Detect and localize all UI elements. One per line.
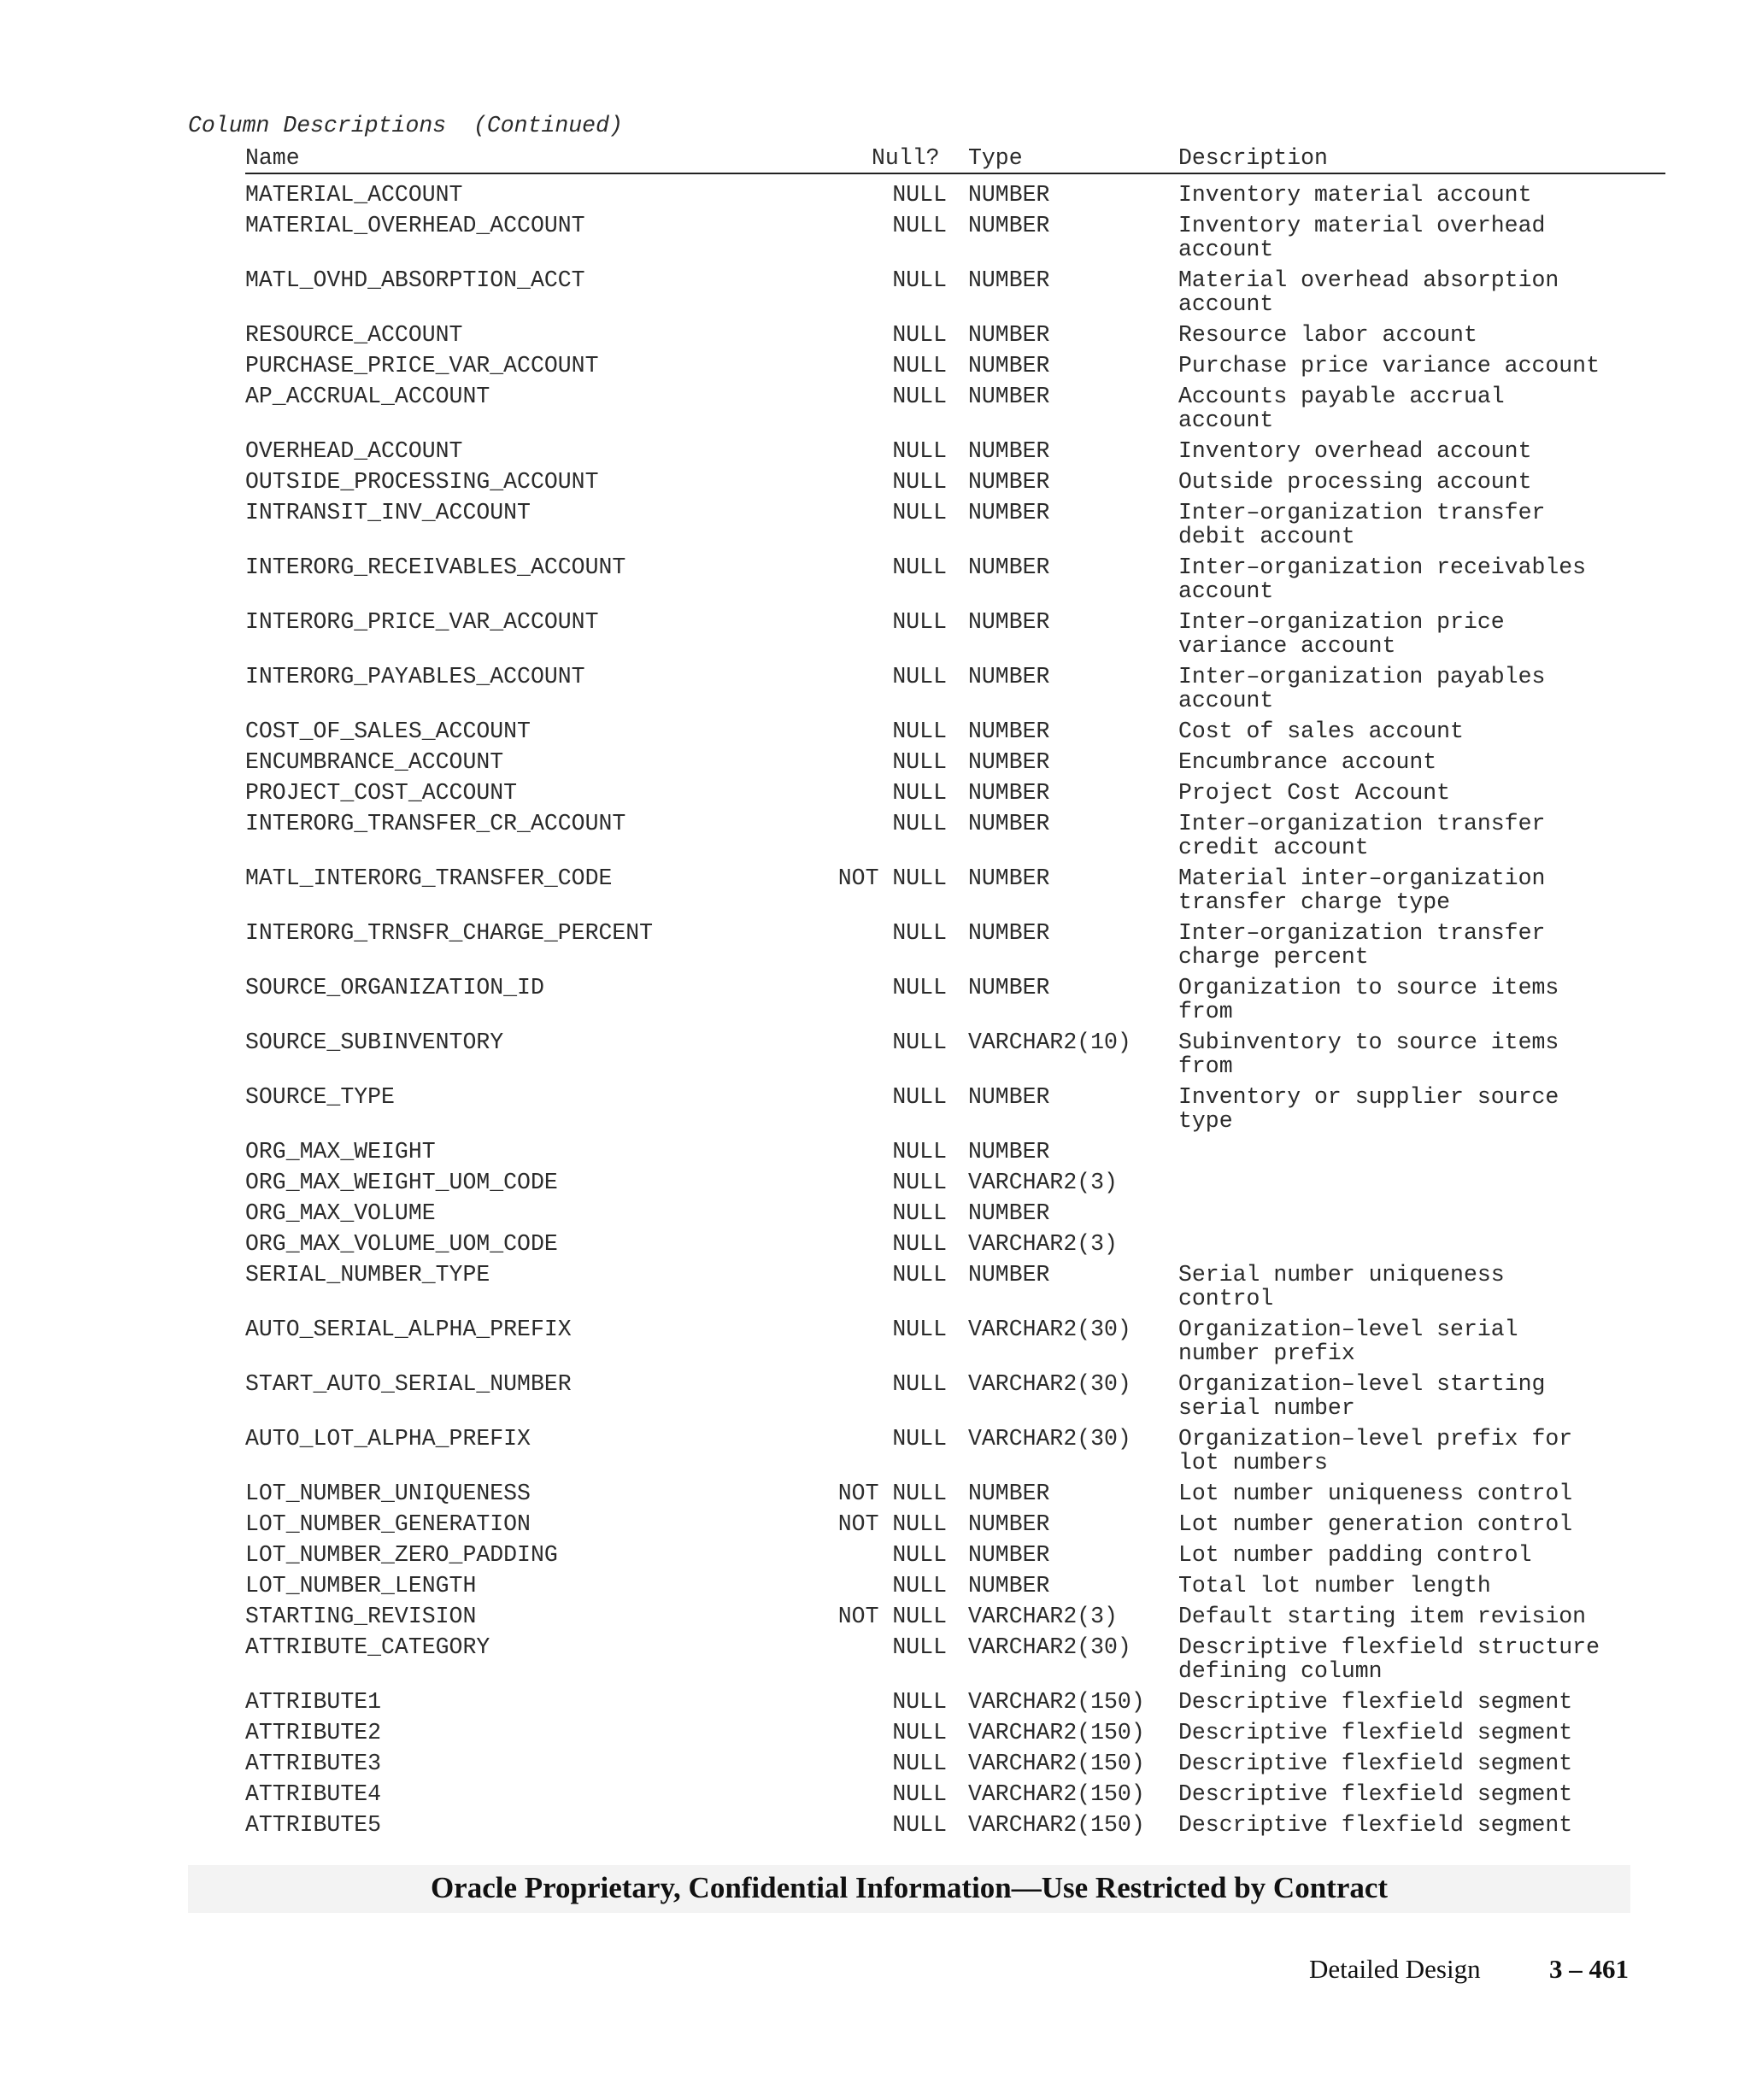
column-type: NUMBER (968, 469, 1050, 495)
column-null: NULL (892, 1634, 947, 1660)
table-row (0, 323, 1750, 354)
column-type: NUMBER (968, 865, 1050, 891)
column-null: NULL (892, 780, 947, 806)
column-description: Encumbrance account (1178, 749, 1437, 775)
table-row (0, 750, 1750, 781)
column-description: Inventory or supplier source type (1178, 1084, 1559, 1134)
column-description: Descriptive flexfield segment (1178, 1781, 1573, 1807)
table-row (0, 1690, 1750, 1721)
table-row (0, 354, 1750, 384)
column-description: Purchase price variance account (1178, 353, 1600, 378)
column-type: NUMBER (968, 1542, 1050, 1568)
column-type: NUMBER (968, 609, 1050, 635)
table-row (0, 555, 1750, 610)
table-header (245, 145, 1665, 174)
column-type: VARCHAR2(150) (968, 1751, 1145, 1776)
column-name: INTERORG_TRNSFR_CHARGE_PERCENT (245, 920, 654, 946)
column-type: NUMBER (968, 1481, 1050, 1506)
table-row (0, 1481, 1750, 1512)
column-null: NULL (892, 1426, 947, 1452)
column-null: NULL (892, 1084, 947, 1110)
column-type: NUMBER (968, 664, 1050, 689)
table-row (0, 1140, 1750, 1170)
column-type: NUMBER (968, 1511, 1050, 1537)
column-description: Resource labor account (1178, 322, 1477, 348)
table-row (0, 470, 1750, 501)
table-row (0, 1372, 1750, 1427)
column-null: NULL (892, 1170, 947, 1195)
column-type: VARCHAR2(150) (968, 1689, 1145, 1715)
table-row (0, 183, 1750, 214)
table-row (0, 1543, 1750, 1574)
column-type: NUMBER (968, 1262, 1050, 1288)
column-type: VARCHAR2(3) (968, 1231, 1118, 1257)
table-row (0, 781, 1750, 812)
page-number: 3 – 461 (1549, 1954, 1629, 1984)
column-name: PROJECT_COST_ACCOUNT (245, 780, 518, 806)
column-type: NUMBER (968, 1084, 1050, 1110)
column-name: SERIAL_NUMBER_TYPE (245, 1262, 490, 1288)
column-description: Material inter–organization transfer charge type (1178, 865, 1546, 915)
table-row (0, 719, 1750, 750)
column-type: VARCHAR2(150) (968, 1781, 1145, 1807)
column-name: AUTO_LOT_ALPHA_PREFIX (245, 1426, 531, 1452)
column-null: NULL (892, 384, 947, 409)
table-row (0, 665, 1750, 719)
column-type: NUMBER (968, 780, 1050, 806)
column-name: OVERHEAD_ACCOUNT (245, 438, 463, 464)
column-description: Lot number padding control (1178, 1542, 1532, 1568)
column-type: NUMBER (968, 554, 1050, 580)
column-null: NULL (892, 500, 947, 525)
column-null: NULL (892, 975, 947, 1000)
column-description: Lot number generation control (1178, 1511, 1573, 1537)
column-description: Inventory material account (1178, 182, 1532, 208)
column-null: NULL (892, 1317, 947, 1342)
column-null: NULL (892, 719, 947, 744)
column-description: Lot number uniqueness control (1178, 1481, 1573, 1506)
table-row (0, 921, 1750, 976)
column-name: ORG_MAX_WEIGHT_UOM_CODE (245, 1170, 558, 1195)
column-description: Inventory material overhead account (1178, 213, 1546, 262)
column-type: VARCHAR2(30) (968, 1426, 1131, 1452)
column-null: NULL (892, 554, 947, 580)
column-name: ATTRIBUTE_CATEGORY (245, 1634, 490, 1660)
header-description: Description (1178, 145, 1328, 171)
column-name: ATTRIBUTE3 (245, 1751, 382, 1776)
table-row (0, 1232, 1750, 1263)
column-type: NUMBER (968, 322, 1050, 348)
table-row (0, 812, 1750, 866)
column-description: Subinventory to source items from (1178, 1029, 1559, 1079)
table-row (0, 1604, 1750, 1635)
column-description: Inter–organization transfer charge percent (1178, 920, 1546, 970)
column-null: NULL (892, 749, 947, 775)
column-null: NULL (892, 609, 947, 635)
table-row (0, 1263, 1750, 1317)
column-type: NUMBER (968, 719, 1050, 744)
column-type: VARCHAR2(30) (968, 1317, 1131, 1342)
column-name: SOURCE_TYPE (245, 1084, 395, 1110)
header-type: Type (968, 145, 1023, 171)
column-description: Descriptive flexfield segment (1178, 1812, 1573, 1838)
column-name: LOT_NUMBER_ZERO_PADDING (245, 1542, 558, 1568)
column-name: SOURCE_SUBINVENTORY (245, 1029, 504, 1055)
column-name: MATERIAL_OVERHEAD_ACCOUNT (245, 213, 585, 238)
table-row (0, 214, 1750, 268)
column-null: NULL (892, 322, 947, 348)
column-type: VARCHAR2(3) (968, 1604, 1118, 1629)
column-description: Total lot number length (1178, 1573, 1491, 1598)
column-type: NUMBER (968, 1573, 1050, 1598)
column-null: NULL (892, 353, 947, 378)
table-row (0, 501, 1750, 555)
section-title: Column Descriptions (Continued) (188, 113, 623, 138)
table-row (0, 1085, 1750, 1140)
table-row (0, 1574, 1750, 1604)
column-type: VARCHAR2(3) (968, 1170, 1118, 1195)
column-null: NULL (892, 1371, 947, 1397)
column-description: Accounts payable accrual account (1178, 384, 1505, 433)
column-type: NUMBER (968, 267, 1050, 293)
column-null: NULL (892, 664, 947, 689)
column-name: ENCUMBRANCE_ACCOUNT (245, 749, 504, 775)
column-name: STARTING_REVISION (245, 1604, 477, 1629)
column-name: LOT_NUMBER_LENGTH (245, 1573, 477, 1598)
section-label: Detailed Design (1309, 1954, 1481, 1984)
column-type: NUMBER (968, 213, 1050, 238)
table-row (0, 1751, 1750, 1782)
column-description: Organization–level starting serial number (1178, 1371, 1546, 1421)
column-description: Inter–organization transfer debit account (1178, 500, 1546, 549)
table-row (0, 610, 1750, 665)
column-name: INTRANSIT_INV_ACCOUNT (245, 500, 531, 525)
column-description: Project Cost Account (1178, 780, 1451, 806)
column-name: INTERORG_PRICE_VAR_ACCOUNT (245, 609, 599, 635)
column-name: INTERORG_RECEIVABLES_ACCOUNT (245, 554, 626, 580)
column-type: NUMBER (968, 438, 1050, 464)
column-name: MATL_OVHD_ABSORPTION_ACCT (245, 267, 585, 293)
header-name: Name (245, 145, 300, 171)
column-type: VARCHAR2(10) (968, 1029, 1131, 1055)
table-row (0, 1512, 1750, 1543)
column-type: VARCHAR2(30) (968, 1371, 1131, 1397)
column-name: ATTRIBUTE1 (245, 1689, 382, 1715)
table-row (0, 1635, 1750, 1690)
column-null: NULL (892, 811, 947, 836)
column-name: MATL_INTERORG_TRANSFER_CODE (245, 865, 613, 891)
column-name: ATTRIBUTE2 (245, 1720, 382, 1745)
column-type: NUMBER (968, 353, 1050, 378)
column-description: Organization–level prefix for lot numbers (1178, 1426, 1573, 1475)
table-row (0, 1201, 1750, 1232)
column-name: PURCHASE_PRICE_VAR_ACCOUNT (245, 353, 599, 378)
column-name: INTERORG_PAYABLES_ACCOUNT (245, 664, 585, 689)
column-name: MATERIAL_ACCOUNT (245, 182, 463, 208)
column-null: NULL (892, 1573, 947, 1598)
table-row (0, 439, 1750, 470)
column-name: START_AUTO_SERIAL_NUMBER (245, 1371, 572, 1397)
column-description: Serial number uniqueness control (1178, 1262, 1505, 1311)
column-type: VARCHAR2(30) (968, 1634, 1131, 1660)
column-null: NULL (892, 1139, 947, 1164)
column-null: NOT NULL (837, 1481, 947, 1506)
column-type: NUMBER (968, 1139, 1050, 1164)
column-description: Descriptive flexfield segment (1178, 1751, 1573, 1776)
column-name: OUTSIDE_PROCESSING_ACCOUNT (245, 469, 599, 495)
column-description: Inter–organization price variance account (1178, 609, 1505, 659)
column-description: Inter–organization receivables account (1178, 554, 1587, 604)
table-row (0, 1170, 1750, 1201)
table-body (0, 183, 1750, 1844)
column-null: NULL (892, 267, 947, 293)
column-null: NULL (892, 1720, 947, 1745)
table-row (0, 1813, 1750, 1844)
column-description: Inter–organization transfer credit account (1178, 811, 1546, 860)
column-name: ATTRIBUTE5 (245, 1812, 382, 1838)
table-row (0, 1427, 1750, 1481)
column-null: NOT NULL (837, 1511, 947, 1537)
column-description: Material overhead absorption account (1178, 267, 1559, 317)
column-null: NULL (892, 182, 947, 208)
table-row (0, 976, 1750, 1030)
table-row (0, 268, 1750, 323)
column-null: NULL (892, 438, 947, 464)
column-type: NUMBER (968, 384, 1050, 409)
column-null: NULL (892, 1542, 947, 1568)
column-description: Descriptive flexfield structure defining column (1178, 1634, 1600, 1684)
column-name: LOT_NUMBER_UNIQUENESS (245, 1481, 531, 1506)
column-null: NULL (892, 469, 947, 495)
column-name: ATTRIBUTE4 (245, 1781, 382, 1807)
column-null: NULL (892, 1781, 947, 1807)
column-null: NULL (892, 1029, 947, 1055)
column-description: Cost of sales account (1178, 719, 1464, 744)
table-row (0, 1721, 1750, 1751)
column-null: NULL (892, 213, 947, 238)
column-null: NULL (892, 920, 947, 946)
column-name: AUTO_SERIAL_ALPHA_PREFIX (245, 1317, 572, 1342)
column-type: NUMBER (968, 1200, 1050, 1226)
column-name: ORG_MAX_VOLUME (245, 1200, 436, 1226)
column-name: AP_ACCRUAL_ACCOUNT (245, 384, 490, 409)
column-name: COST_OF_SALES_ACCOUNT (245, 719, 531, 744)
table-row (0, 1317, 1750, 1372)
column-description: Default starting item revision (1178, 1604, 1587, 1629)
column-null: NULL (892, 1262, 947, 1288)
column-type: NUMBER (968, 749, 1050, 775)
column-null: NULL (892, 1751, 947, 1776)
column-description: Organization to source items from (1178, 975, 1559, 1024)
column-type: NUMBER (968, 500, 1050, 525)
header-null: Null? (872, 145, 940, 171)
column-type: NUMBER (968, 811, 1050, 836)
column-null: NULL (892, 1231, 947, 1257)
column-name: INTERORG_TRANSFER_CR_ACCOUNT (245, 811, 626, 836)
column-type: NUMBER (968, 182, 1050, 208)
column-description: Outside processing account (1178, 469, 1532, 495)
column-description: Inter–organization payables account (1178, 664, 1546, 713)
column-type: NUMBER (968, 920, 1050, 946)
table-row (0, 1782, 1750, 1813)
column-null: NULL (892, 1689, 947, 1715)
column-type: VARCHAR2(150) (968, 1812, 1145, 1838)
column-type: VARCHAR2(150) (968, 1720, 1145, 1745)
column-name: RESOURCE_ACCOUNT (245, 322, 463, 348)
confidentiality-notice: Oracle Proprietary, Confidential Information––Use Restricted by Contract (430, 1871, 1389, 1904)
column-type: NUMBER (968, 975, 1050, 1000)
table-row (0, 1030, 1750, 1085)
column-null: NULL (892, 1200, 947, 1226)
column-name: SOURCE_ORGANIZATION_ID (245, 975, 544, 1000)
column-null: NULL (892, 1812, 947, 1838)
column-description: Descriptive flexfield segment (1178, 1689, 1573, 1715)
column-description: Descriptive flexfield segment (1178, 1720, 1573, 1745)
column-description: Organization–level serial number prefix (1178, 1317, 1518, 1366)
table-row (0, 866, 1750, 921)
column-name: ORG_MAX_VOLUME_UOM_CODE (245, 1231, 558, 1257)
table-row (0, 384, 1750, 439)
column-description: Inventory overhead account (1178, 438, 1532, 464)
column-name: ORG_MAX_WEIGHT (245, 1139, 436, 1164)
column-name: LOT_NUMBER_GENERATION (245, 1511, 531, 1537)
column-null: NOT NULL (837, 1604, 947, 1629)
column-null: NOT NULL (837, 865, 947, 891)
